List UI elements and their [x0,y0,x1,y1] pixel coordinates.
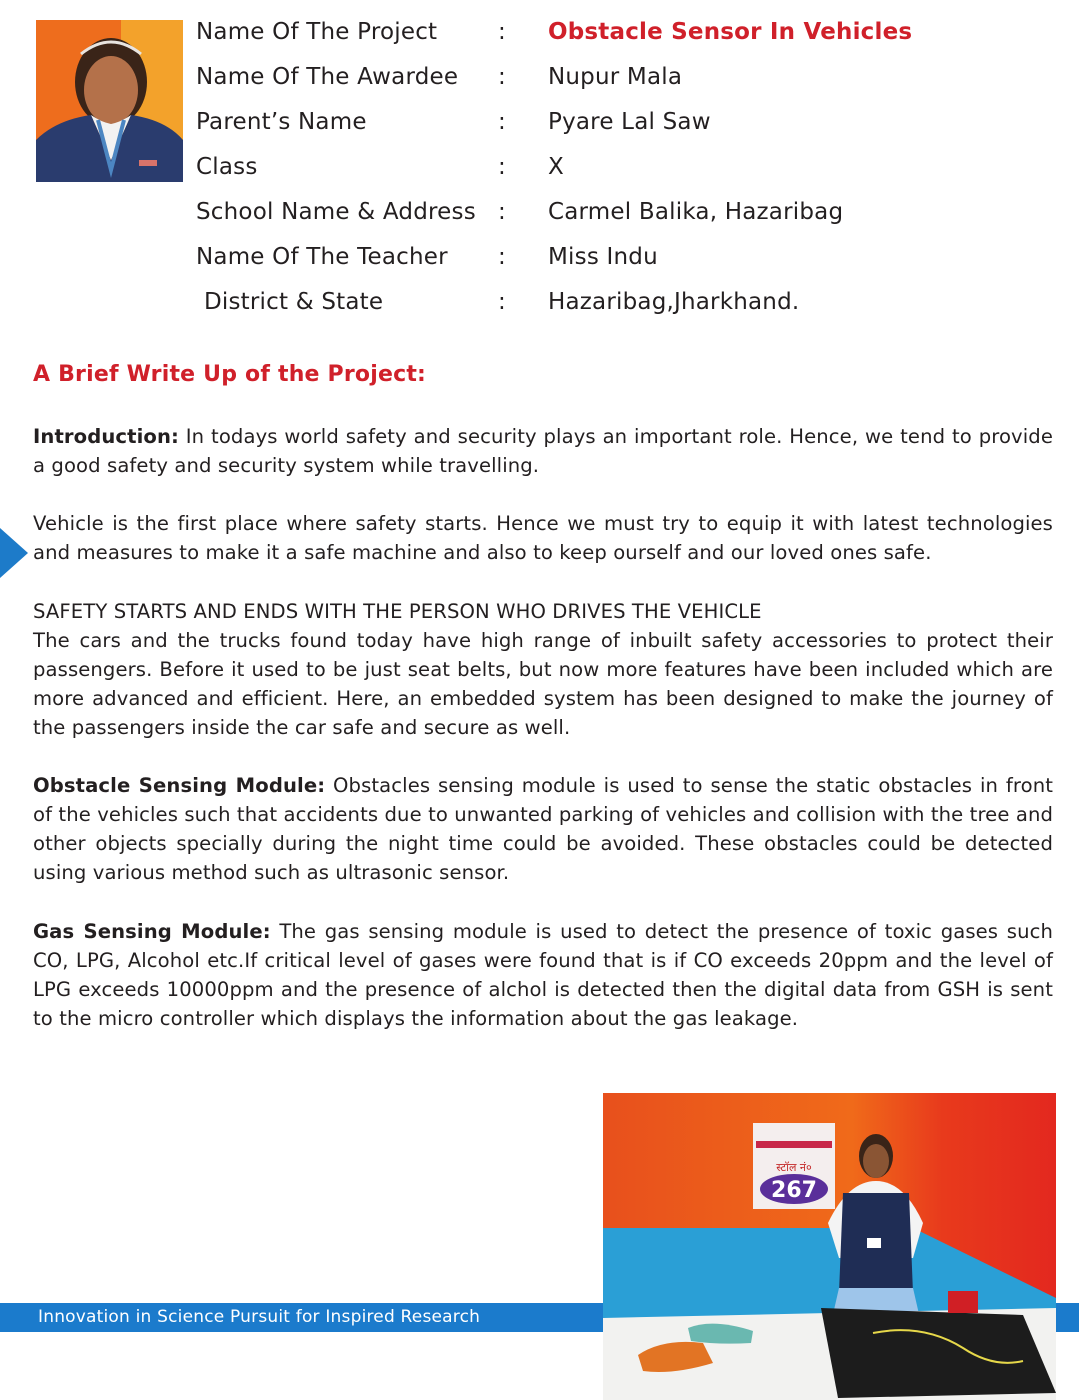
awardee-name-label: Name Of The Awardee [196,64,459,90]
project-name-label: Name Of The Project [196,19,438,45]
exhibit-photo [603,1093,1056,1400]
teacher-label: Name Of The Teacher [196,244,448,270]
arrow-marker-icon [0,528,28,578]
obstacle-module-heading: Obstacle Sensing Module: [33,774,326,797]
gas-module-text: The gas sensing module is used to detect the presence of toxic gases such CO, LPG, Alcohol etc.If critical level of gases were found that is if CO exceeds 20ppm and the level of LPG exceeds 10000ppm and the presence of alchol is detected then the digital data from GSH is sent to the micro controller which displays the information about the gas leakage. [33,920,1053,1030]
portrait-image [36,20,183,182]
writeup-title: A Brief Write Up of the Project: [33,362,427,387]
info-row-school [196,192,1056,237]
school-value: Carmel Balika, Hazaribag [548,199,844,225]
info-row-project [196,12,1056,57]
class-value: X [548,154,564,180]
vehicle-paragraph: Vehicle is the first place where safety starts. Hence we must try to equip it with latest technologies and measures to make it a safe machine and also to keep ourself and our loved ones safe. [33,512,1053,564]
class-label: Class [196,154,258,180]
separator: : [498,244,506,270]
info-row-parent [196,102,1056,147]
separator: : [498,199,506,225]
project-info-table [196,12,1056,327]
teacher-value: Miss Indu [548,244,658,270]
safety-heading: SAFETY STARTS AND ENDS WITH THE PERSON WHO DRIVES THE VEHICLE [33,600,762,623]
gas-module-paragraph [33,917,1053,1033]
district-label: District & State [204,289,384,315]
info-row-class [196,147,1056,192]
awardee-name-value: Nupur Mala [548,64,683,90]
obstacle-module-paragraph [33,771,1053,887]
obstacle-module-text: Obstacles sensing module is used to sense the static obstacles in front of the vehicles such that accidents due to unwanted parking of vehicles and collision with the tree and other objects specially during the night time could be avoided. These obstacles could be detected using various method such as ultrasonic sensor. [33,774,1053,884]
district-value: Hazaribag,Jharkhand. [548,289,800,315]
parent-name-label: Parent’s Name [196,109,367,135]
awardee-portrait-photo [36,20,183,182]
separator: : [498,19,506,45]
gas-module-heading: Gas Sensing Module: [33,920,271,943]
stall-number: 267 [771,1178,817,1203]
stall-label: स्टॉल नं० [776,1161,812,1174]
safety-paragraph [33,597,1053,742]
info-row-district [196,282,1056,327]
separator: : [498,109,506,135]
introduction-text: In todays world safety and security plays an important role. Hence, we tend to provide a good safety and security system while travelling. [33,425,1053,477]
parent-name-value: Pyare Lal Saw [548,109,711,135]
introduction-paragraph [33,422,1053,480]
safety-text: The cars and the trucks found today have high range of inbuilt safety accessories to protect their passengers. Before it used to be just seat belts, but now more features have been included which are more advanced and efficient. Here, an embedded system has been designed to make the journey of the passengers inside the car safe and secure as well. [33,629,1053,739]
separator: : [498,154,506,180]
school-label: School Name & Address [196,199,476,225]
info-row-teacher [196,237,1056,282]
introduction-heading: Introduction: [33,425,179,448]
separator: : [498,64,506,90]
project-name-value: Obstacle Sensor In Vehicles [548,19,913,45]
separator: : [498,289,506,315]
info-row-awardee [196,57,1056,102]
exhibit-image [603,1093,1056,1400]
footer-tagline: Innovation in Science Pursuit for Inspired Research [38,1307,481,1327]
